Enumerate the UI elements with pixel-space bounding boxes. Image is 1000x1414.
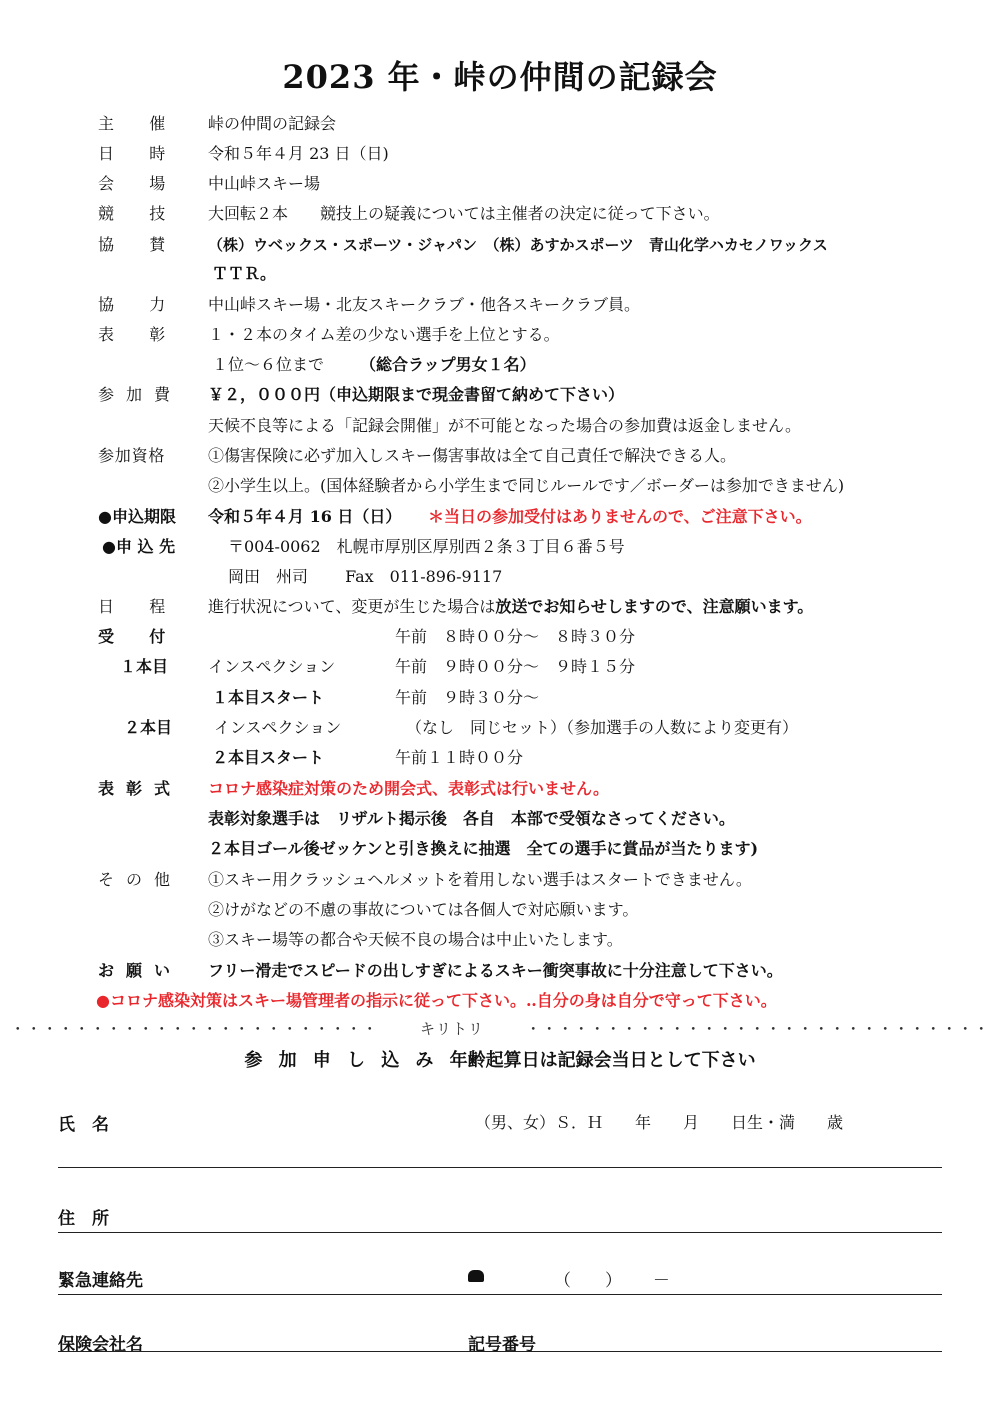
run1-row <box>0 653 1000 681</box>
schedule-text: 進行状況について、変更が生じた場合は <box>208 597 496 616</box>
emergency-field[interactable] <box>58 1266 942 1296</box>
phone-icon <box>468 1266 484 1286</box>
sponsor-label: 協賛 <box>98 235 201 254</box>
award-rank: １位～６位まで <box>212 355 325 374</box>
other-injury: ②けがなどの不慮の事故については各個人で対応願います。 <box>208 900 639 919</box>
fee-label: 参加費 <box>98 385 183 404</box>
host-row <box>0 110 1000 138</box>
phone-format: （ ） － <box>554 1271 670 1291</box>
other-label: その他 <box>98 870 183 889</box>
ceremony-covid: コロナ感染症対策のため開会式、表彰式は行いません。 <box>208 779 609 798</box>
host-label: 主催 <box>98 114 201 133</box>
fee-row <box>0 381 1000 409</box>
event-row <box>0 200 1000 228</box>
name-field[interactable] <box>58 1110 942 1170</box>
cooperation-label: 協力 <box>98 295 201 314</box>
sponsor-value-2: ＴＴＲ。 <box>212 264 277 283</box>
other-row-2 <box>0 896 1000 924</box>
name-label: 氏 名 <box>58 1115 109 1135</box>
venue-value: 中山峠スキー場 <box>208 174 321 193</box>
apply-row-2 <box>0 563 1000 591</box>
award-lap: （総合ラップ男女１名） <box>360 355 536 374</box>
request-label: お願い <box>98 961 183 980</box>
address-field[interactable] <box>58 1204 942 1234</box>
covid-row <box>0 987 1000 1015</box>
cooperation-value: 中山峠スキー場・北友スキークラブ・他各スキークラブ員。 <box>208 295 641 314</box>
covid-note: ●コロナ感染対策はスキー場管理者の指示に従って下さい。‥自分の身は自分で守って下さい。 <box>96 991 777 1010</box>
schedule-row <box>0 593 1000 621</box>
emergency-label: 緊急連絡先 <box>58 1271 143 1291</box>
run2-inspection: インスペクション <box>214 718 342 737</box>
deadline-row <box>0 503 1000 531</box>
venue-row <box>0 170 1000 198</box>
deadline-label: ●申込期限 <box>98 507 176 526</box>
schedule-value <box>208 593 813 621</box>
address-underline <box>58 1232 942 1233</box>
page-title: 2023 年・峠の仲間の記録会 <box>282 58 718 96</box>
ceremony-label: 表彰式 <box>98 779 183 798</box>
reception-label: 受付 <box>98 627 201 646</box>
ceremony-row-2 <box>0 805 1000 833</box>
fee-row-2 <box>0 412 1000 440</box>
run1-inspection-time: 午前 ９時００分～ ９時１５分 <box>395 657 636 676</box>
ceremony-row <box>0 775 1000 803</box>
other-cancel: ③スキー場等の都合や天候不良の場合は中止いたします。 <box>208 930 623 949</box>
qualification-label: 参加資格 <box>98 446 166 465</box>
schedule-label: 日程 <box>98 597 201 616</box>
schedule-broadcast: 放送でお知らせしますので、注意願います。 <box>495 597 814 616</box>
award-row-2 <box>0 351 1000 379</box>
qualification-row <box>0 442 1000 470</box>
name-underline <box>58 1167 942 1168</box>
award-label: 表彰 <box>98 325 201 344</box>
host-value: 峠の仲間の記録会 <box>208 114 337 133</box>
run2-start-time: 午前１１時００分 <box>395 748 524 767</box>
insurer-label: 保険会社名 <box>58 1335 143 1355</box>
ceremony-row-3 <box>0 835 1000 863</box>
run1-start-row <box>0 684 1000 712</box>
run2-label: ２本目 <box>124 718 173 737</box>
ceremony-lottery: ２本目ゴール後ゼッケンと引き換えに抽選 全ての選手に賞品が当たります) <box>208 839 759 858</box>
qualification-value: ①傷害保険に必ず加入しスキー傷害事故は全て自己責任で解決できる人。 <box>208 446 737 465</box>
form-title <box>0 1046 1000 1072</box>
venue-label: 会場 <box>98 174 201 193</box>
sponsor-value: （株）ウベックス・スポーツ・ジャパン （株）あすかスポーツ 青山化学ハカセノワックス <box>208 236 828 254</box>
insurer-field[interactable] <box>58 1330 942 1360</box>
apply-row <box>0 533 1000 561</box>
apply-label: ●申 込 先 <box>102 537 176 556</box>
ceremony-results: 表彰対象選手は リザルト掲示後 各自 本部で受領なさってください。 <box>208 809 735 828</box>
date-label: 日時 <box>98 144 201 163</box>
run1-start: １本目スタート <box>212 688 325 707</box>
run2-start: ２本目スタート <box>212 748 325 767</box>
form-title-apply: 参加申し込み <box>244 1050 450 1071</box>
event-label: 競技 <box>98 204 201 223</box>
emergency-underline <box>58 1294 942 1295</box>
event-value: 大回転２本 競技上の疑義については主催者の決定に従って下さい。 <box>208 204 720 223</box>
award-value: １・２本のタイム差の少ない選手を上位とする。 <box>208 325 560 344</box>
apply-address: 〒004-0062 札幌市厚別区厚別西２条３丁目６番５号 <box>228 537 625 556</box>
form-title-age-note: 年齢起算日は記録会当日として下さい <box>449 1050 756 1071</box>
award-row <box>0 321 1000 349</box>
run1-label: １本目 <box>120 657 169 676</box>
qualification-row-2 <box>0 472 1000 500</box>
apply-contact: 岡田 州司 Fax 011-896-9117 <box>228 567 503 586</box>
cut-dots-right: ・・・・・・・・・・・・・・・・・・・・・・・・・・・・・ <box>525 1020 990 1038</box>
reception-row <box>0 623 1000 651</box>
other-helmet: ①スキー用クラッシュヘルメットを着用しない選手はスタートできません。 <box>208 870 752 889</box>
request-value: フリー滑走でスピードの出しすぎによるスキー衝突事故に十分注意して下さい。 <box>208 961 783 980</box>
run1-inspection: インスペクション <box>208 657 336 676</box>
cooperation-row <box>0 291 1000 319</box>
date-value: 令和５年４月 23 日（日) <box>208 144 389 163</box>
run2-start-row <box>0 744 1000 772</box>
run2-inspection-time: （なし 同じセット）（参加選手の人数により変更有） <box>406 718 799 737</box>
cut-line <box>0 1018 1000 1039</box>
date-row <box>0 140 1000 168</box>
fee-value: ￥２，０００円（申込期限まで現金書留て納めて下さい） <box>208 385 625 404</box>
deadline-value: 令和５年４月 16 日（日） <box>208 507 402 526</box>
reception-time: 午前 ８時００分～ ８時３０分 <box>395 627 636 646</box>
address-label: 住 所 <box>58 1209 109 1229</box>
other-row <box>0 866 1000 894</box>
run2-row <box>0 714 1000 742</box>
sponsor-row <box>0 231 1000 259</box>
gender-birth-text: （男、女）Ｓ．Ｈ 年 月 日生・満 歳 <box>475 1113 844 1132</box>
cut-dots-left: ・・・・・・・・・・・・・・・・・・・・・・・ <box>10 1020 379 1038</box>
insurer-underline <box>58 1351 942 1352</box>
sponsor-row-2 <box>0 260 1000 288</box>
cut-label: キリトリ <box>419 1020 484 1038</box>
policy-label: 記号番号 <box>468 1335 536 1355</box>
qualification-value-2: ②小学生以上。(国体経験者から小学生まで同じルールです／ボーダーは参加できません) <box>208 476 845 495</box>
run1-start-time: 午前 ９時３０分～ <box>395 688 540 707</box>
request-row <box>0 957 1000 985</box>
fee-refund: 天候不良等による「記録会開催」が不可能となった場合の参加費は返金しません。 <box>208 416 801 435</box>
other-row-3 <box>0 926 1000 954</box>
deadline-note: ＊当日の参加受付はありませんので、ご注意下さい。 <box>428 507 812 526</box>
